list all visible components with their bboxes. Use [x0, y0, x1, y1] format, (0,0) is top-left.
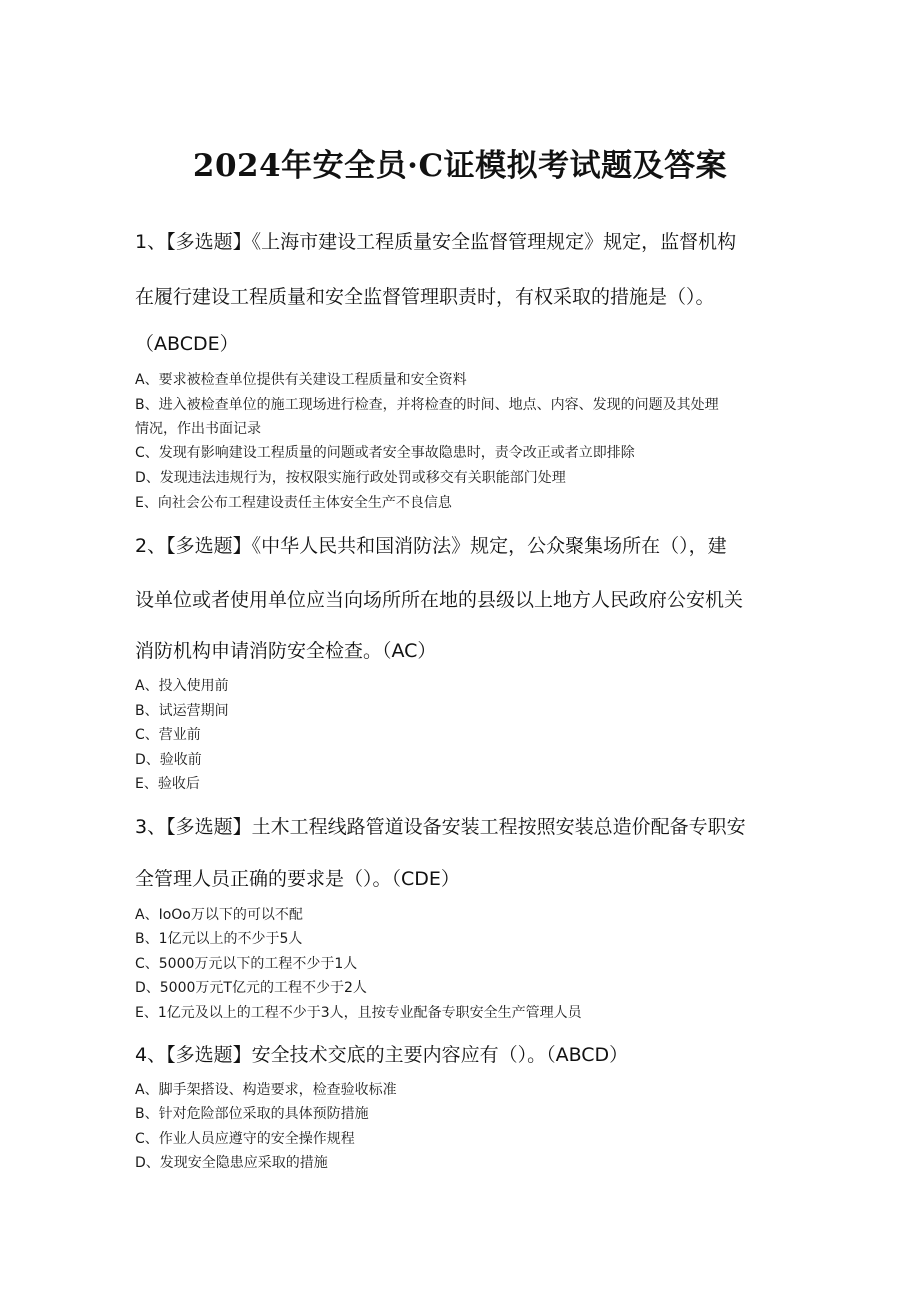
- option-a: A、投入使用前: [135, 678, 229, 694]
- option-d: D、验收前: [135, 752, 202, 768]
- option-a: A、IoOo万以下的可以不配: [135, 907, 303, 923]
- option-c: C、发现有影响建设工程质量的问题或者安全事故隐患时，责令改正或者立即排除: [135, 445, 635, 461]
- option-b: B、试运营期间: [135, 703, 229, 719]
- option-d: D、发现安全隐患应采取的措施: [135, 1155, 328, 1171]
- option-e: E、向社会公布工程建设责任主体安全生产不良信息: [135, 495, 452, 511]
- answer-key: （ABCDE）: [135, 333, 239, 355]
- question-text-line: 1、【多选题】《上海市建设工程质量安全监督管理规定》规定，监督机构: [135, 231, 737, 253]
- question-text-line: 在履行建设工程质量和安全监督管理职责时，有权采取的措施是（）。: [135, 286, 715, 308]
- option-b: B、针对危险部位采取的具体预防措施: [135, 1106, 369, 1122]
- option-b: B、进入被检查单位的施工现场进行检查，并将检查的时间、地点、内容、发现的问题及其处理: [135, 397, 719, 413]
- question-text-line: 4、【多选题】安全技术交底的主要内容应有（）。（ABCD）: [135, 1044, 629, 1066]
- option-a: A、脚手架搭设、构造要求，检查验收标准: [135, 1082, 397, 1098]
- option-c: C、营业前: [135, 727, 201, 743]
- question-text-line: 设单位或者使用单位应当向场所所在地的县级以上地方人民政府公安机关: [135, 589, 744, 611]
- option-e: E、验收后: [135, 776, 200, 792]
- option-d: D、发现违法违规行为，按权限实施行政处罚或移交有关职能部门处理: [135, 470, 566, 486]
- option-b: B、1亿元以上的不少于5人: [135, 931, 303, 947]
- question-text-line: 2、【多选题】《中华人民共和国消防法》规定，公众聚集场所在（），建: [135, 535, 727, 557]
- option-a: A、要求被检查单位提供有关建设工程质量和安全资料: [135, 372, 467, 388]
- document-title: 2024年安全员·C证模拟考试题及答案: [192, 148, 728, 184]
- option-e: E、1亿元及以上的工程不少于3人，且按专业配备专职安全生产管理人员: [135, 1005, 582, 1021]
- option-c: C、5000万元以下的工程不少于1人: [135, 956, 358, 972]
- question-text-line: 3、【多选题】土木工程线路管道设备安装工程按照安装总造价配备专职安: [135, 816, 746, 838]
- option-b-continued: 情况，作出书面记录: [135, 421, 261, 437]
- question-text-line: 消防机构申请消防安全检查。（AC）: [135, 640, 437, 662]
- option-c: C、作业人员应遵守的安全操作规程: [135, 1131, 355, 1147]
- question-text-line: 全管理人员正确的要求是（）。（CDE）: [135, 868, 460, 890]
- option-d: D、5000万元T亿元的工程不少于2人: [135, 980, 367, 996]
